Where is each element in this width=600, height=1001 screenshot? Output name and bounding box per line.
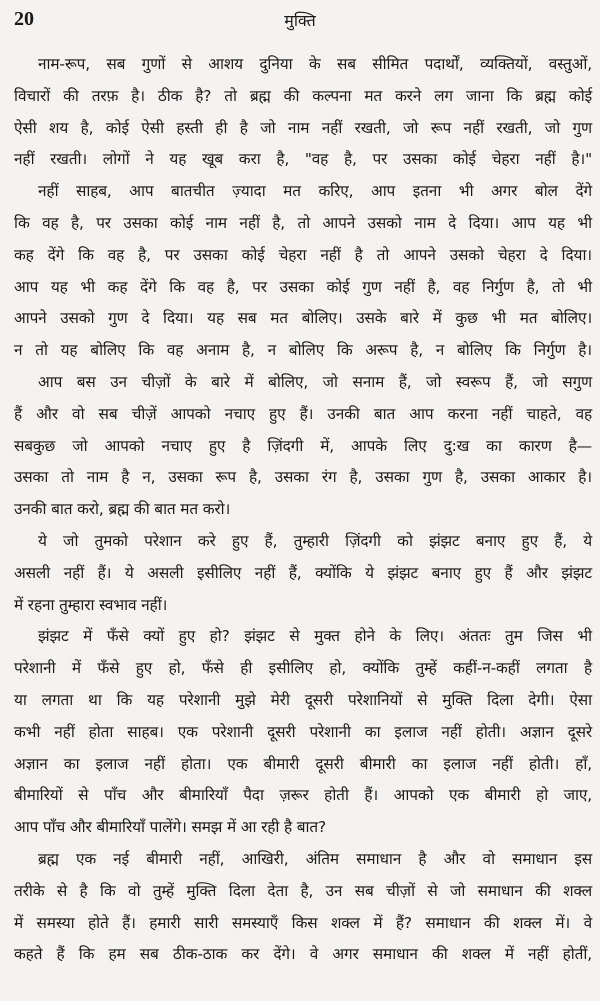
paragraph-2 xyxy=(14,176,592,367)
text-line: आपने उसको गुण दे दिया। यह सब मत बोलिए। उसके बारे में कुछ भी मत बोलिए। xyxy=(14,309,592,328)
text-line: नहीं साहब, आप बातचीत ज़्यादा मत करिए, आप इतना भी अगर बोल देंगे xyxy=(38,182,592,201)
text-line: ऐसी शय है, कोई ऐसी हस्ती ही है जो नाम नहीं रखती, जो रूप नहीं रखती, जो गुण xyxy=(14,118,592,137)
paragraph-4 xyxy=(14,526,592,621)
text-line: उनकी बात करो, ब्रह्म की बात मत करो। xyxy=(14,500,231,519)
text-line: अज्ञान का इलाज नहीं होता। एक बीमारी दूसरी बीमारी का इलाज नहीं होती। हाँ, xyxy=(14,754,592,773)
text-line: ये जो तुमको परेशान करे हुए हैं, तुम्हारी ज़िंदगी को झंझट बनाए हुए हैं, ये xyxy=(38,531,592,550)
text-line: आप बस उन चीज़ों के बारे में बोलिए, जो सनाम हैं, जो स्वरूप हैं, जो सगुण xyxy=(38,372,592,391)
text-line: ब्रह्म एक नई बीमारी नहीं, आखिरी, अंतिम समाधान है और वो समाधान इस xyxy=(38,849,592,868)
paragraph-1 xyxy=(14,49,592,176)
text-line: कि वह है, पर उसका कोई नाम नहीं है, तो आपने उसको नाम दे दिया। आप यह भी xyxy=(14,213,592,232)
text-line: न तो यह बोलिए कि वह अनाम है, न बोलिए कि अरूप है, न बोलिए कि निर्गुण है। xyxy=(14,341,592,360)
text-line: कहते हैं कि हम सब ठीक-ठाक कर देंगे। वे अगर समाधान की शक्ल में नहीं होतीं, xyxy=(14,945,592,964)
running-title: मुक्ति xyxy=(284,11,316,30)
text-line: कभी नहीं होता साहब। एक परेशानी दूसरी परेशानी का इलाज नहीं होती। अज्ञान दूसरे xyxy=(14,722,592,741)
page-header xyxy=(14,8,586,38)
text-line: तरीके से है कि वो तुम्हें मुक्ति दिला देता है, उन सब चीज़ों से जो समाधान की शक्ल xyxy=(14,881,592,900)
text-line: बीमारियों से पाँच और बीमारियाँ पैदा ज़रूर होती हैं। आपको एक बीमारी हो जाए, xyxy=(14,786,592,805)
text-line: या लगता था कि यह परेशानी मुझे मेरी दूसरी परेशानियों से मुक्ति दिला देगी। ऐसा xyxy=(14,690,592,709)
paragraph-3 xyxy=(14,367,592,526)
body-text xyxy=(14,49,592,971)
text-line: नहीं रखती। लोगों ने यह खूब करा है, "वह है, पर उसका कोई चेहरा नहीं है।" xyxy=(14,150,592,169)
page-number: 20 xyxy=(14,8,34,30)
text-line: आप पाँच और बीमारियाँ पालेंगे। समझ में आ रही है बात? xyxy=(14,818,327,837)
text-line: में समस्या होते हैं। हमारी सारी समस्याएँ किस शक्ल में हैं? समाधान की शक्ल में। वे xyxy=(14,913,592,932)
text-line: सबकुछ जो आपको नचाए हुए है ज़िंदगी में, आपके लिए दु:ख का कारण है— xyxy=(14,436,592,455)
text-line: नाम-रूप, सब गुणों से आशय दुनिया के सब सीमित पदार्थों, व्यक्तियों, वस्तुओं, xyxy=(38,55,592,73)
text-line: झंझट में फँसे क्यों हुए हो? झंझट से मुक्त होने के लिए। अंततः तुम जिस भी xyxy=(38,627,592,646)
text-line: कह देंगे कि वह है, पर उसका कोई चेहरा नहीं है तो आपने उसको चेहरा दे दिया। xyxy=(14,245,592,264)
text-line: परेशानी में फँसे हुए हो, फँसे ही इसीलिए हो, क्योंकि तुम्हें कहीं-न-कहीं लगता है xyxy=(14,659,592,678)
text-line: उसका तो नाम है न, उसका रूप है, उसका रंग है, उसका गुण है, उसका आकार है। xyxy=(14,468,592,487)
text-line: आप यह भी कह देंगे कि वह है, पर उसका कोई गुण नहीं है, वह निर्गुण है, तो भी xyxy=(14,277,592,296)
text-line: हैं और वो सब चीज़ें आपको नचाए हुए हैं। उनकी बात आप करना नहीं चाहते, वह xyxy=(14,404,592,423)
paragraph-6 xyxy=(14,844,592,971)
text-line: में रहना तुम्हारा स्वभाव नहीं। xyxy=(14,595,168,614)
paragraph-5 xyxy=(14,621,592,844)
text-line: विचारों की तरफ़ है। ठीक है? तो ब्रह्म की कल्पना मत करने लग जाना कि ब्रह्म कोई xyxy=(14,86,592,105)
text-line: असली नहीं हैं। ये असली इसीलिए नहीं हैं, क्योंकि ये झंझट बनाए हुए हैं और झंझट xyxy=(14,563,592,582)
